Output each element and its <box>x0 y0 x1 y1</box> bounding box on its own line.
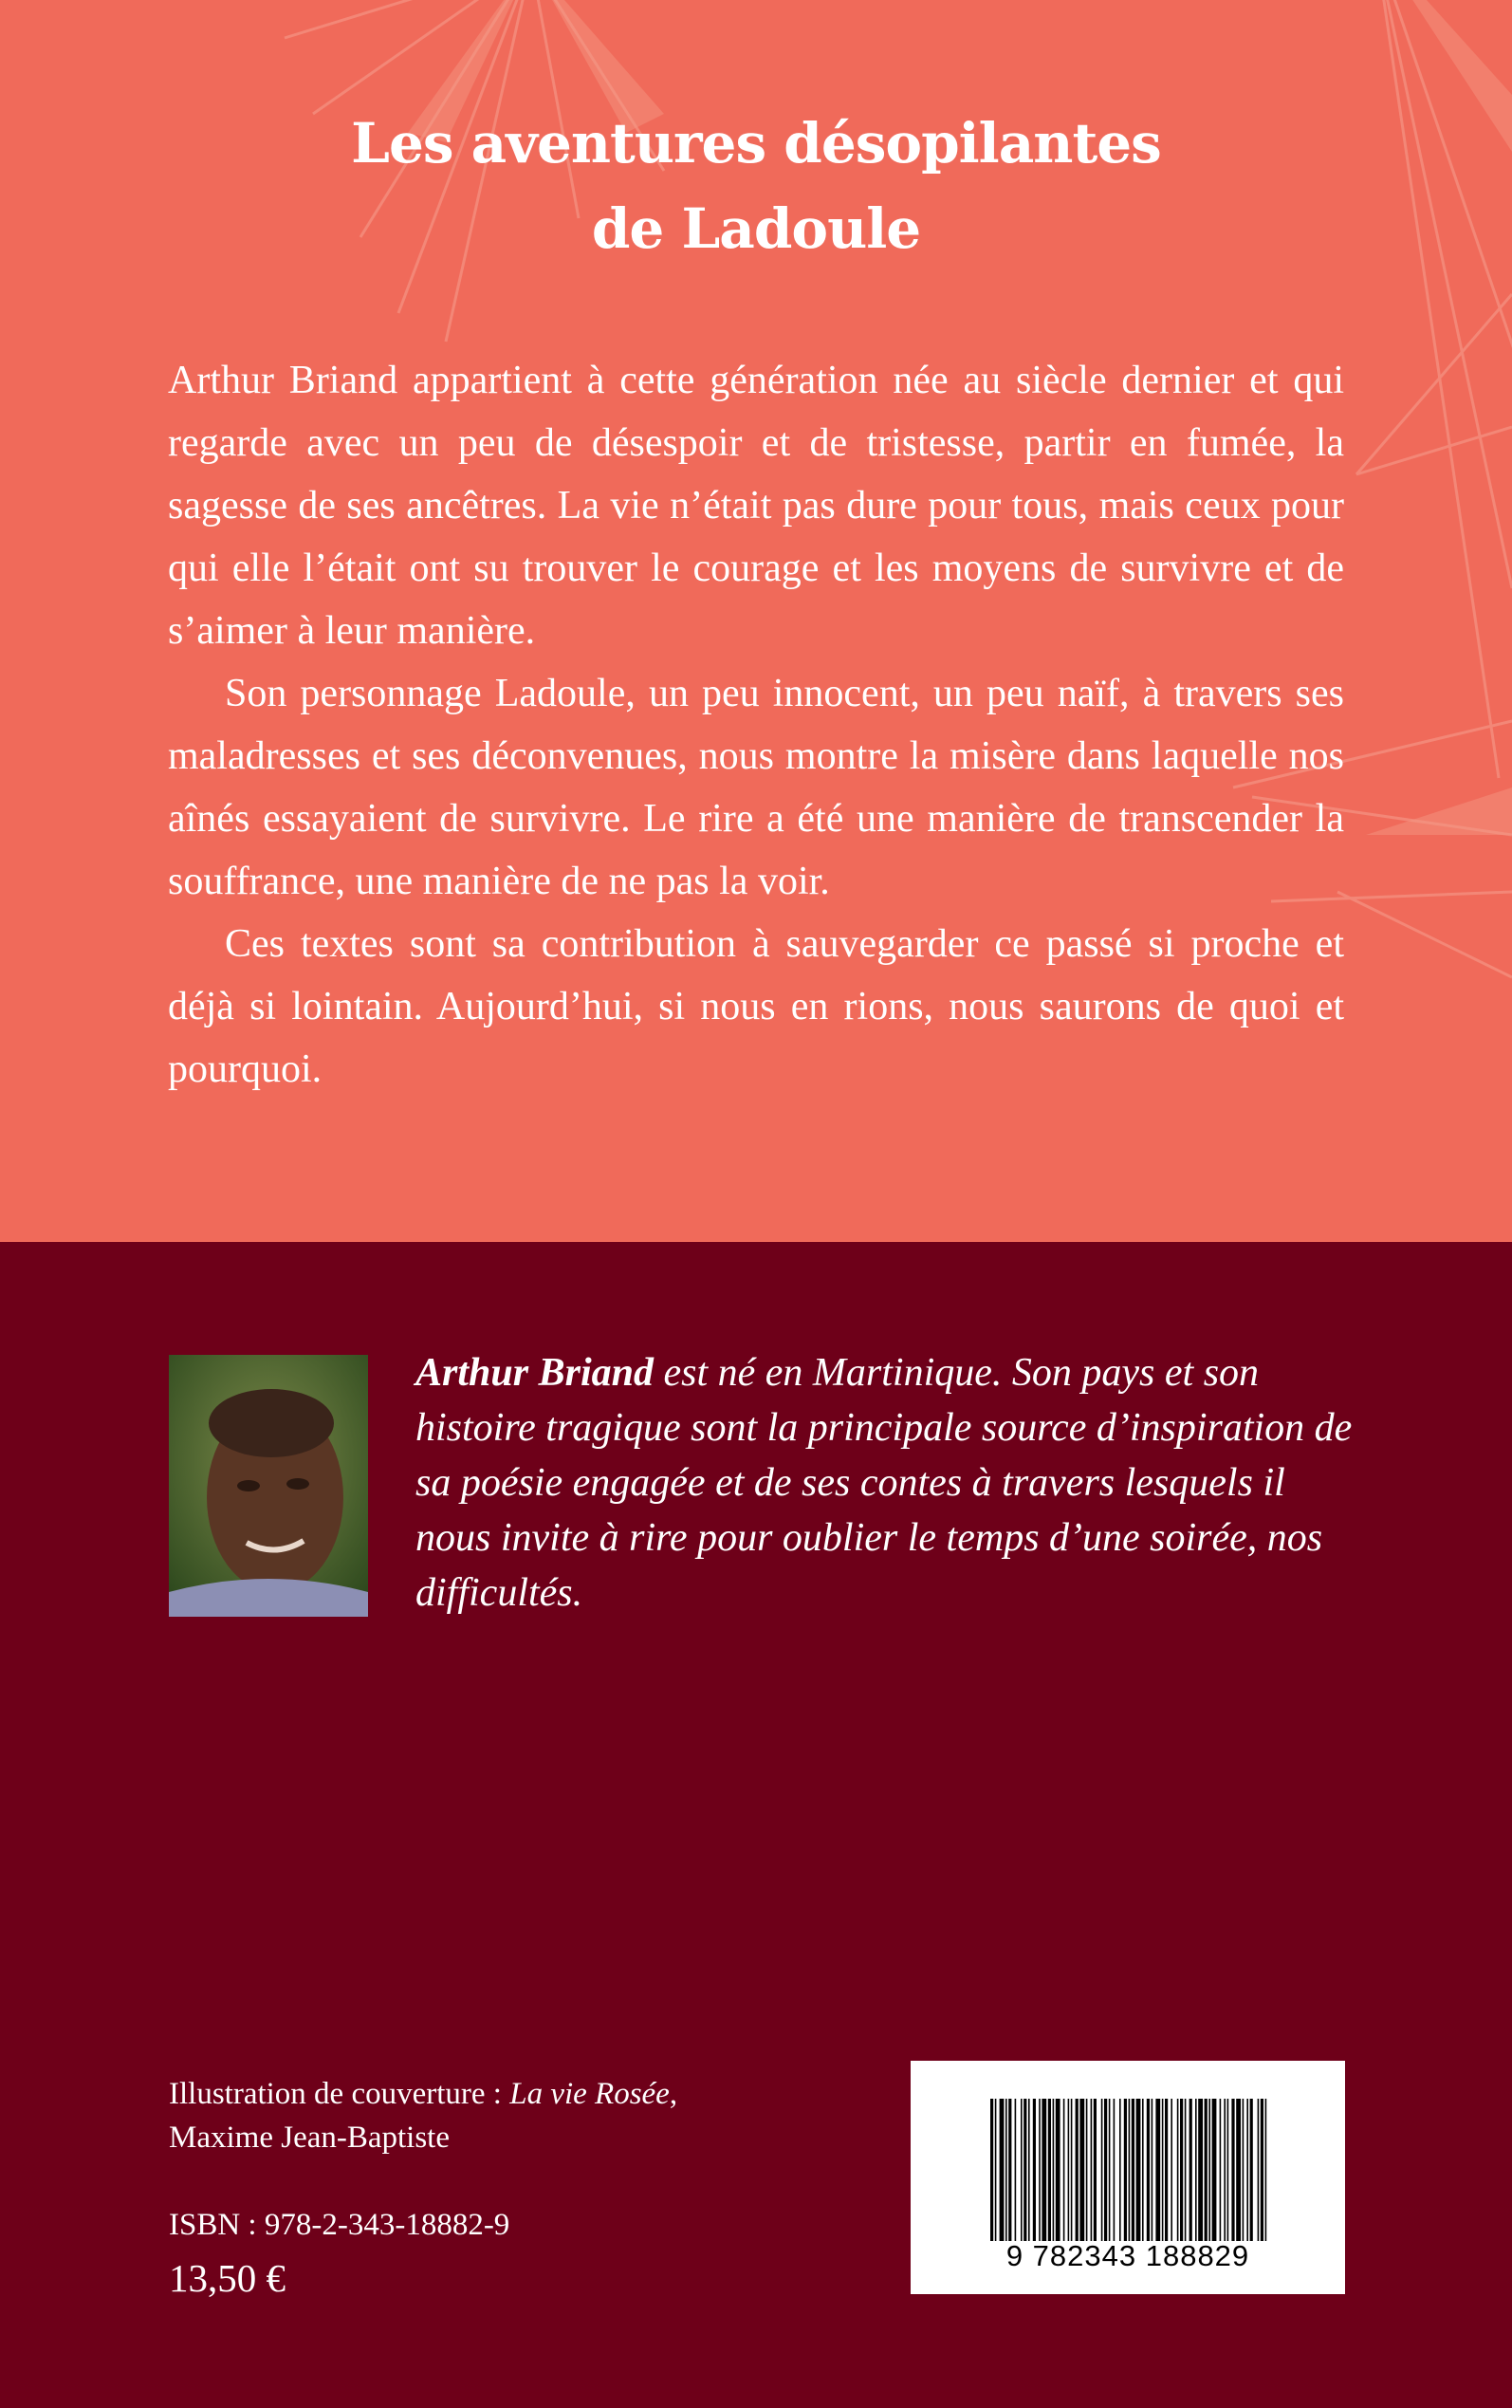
barcode-bar <box>1086 2099 1088 2241</box>
barcode-bar <box>1250 2099 1253 2241</box>
book-title-line-2: de Ladoule <box>591 196 921 261</box>
barcode-bar <box>1236 2099 1241 2241</box>
barcode-bar <box>1155 2099 1160 2241</box>
barcode-bar <box>1220 2099 1222 2241</box>
author-photo <box>169 1355 368 1617</box>
barcode-bar <box>1198 2099 1203 2241</box>
barcode-bar <box>1005 2099 1007 2241</box>
barcode-bar <box>1119 2099 1121 2241</box>
barcode-bar <box>1071 2099 1073 2241</box>
barcode-bar <box>1142 2099 1144 2241</box>
barcode-bar <box>1079 2099 1084 2241</box>
barcode-bar <box>1258 2099 1260 2241</box>
barcode-bar <box>1104 2099 1107 2241</box>
illustration-credits <box>169 2072 833 2159</box>
barcode-bar <box>1180 2099 1183 2241</box>
barcode-bar <box>1048 2099 1051 2241</box>
barcode-bar <box>1231 2099 1234 2241</box>
barcode-bar <box>1028 2099 1030 2241</box>
barcode-bar <box>1056 2099 1060 2241</box>
barcode-bar <box>1033 2099 1036 2241</box>
barcode-bar <box>1094 2099 1097 2241</box>
barcode-bar <box>1124 2099 1127 2241</box>
illustration-prefix: Illustration de couverture : <box>169 2077 510 2111</box>
barcode-bar <box>1039 2099 1041 2241</box>
barcode-bar <box>1147 2099 1150 2241</box>
barcode-bar <box>1000 2099 1005 2241</box>
barcode-bar <box>1101 2099 1103 2241</box>
barcode-bar <box>1091 2099 1093 2241</box>
barcode-bar <box>1261 2099 1263 2241</box>
barcode-bar <box>1165 2099 1168 2241</box>
barcode-bar <box>1246 2099 1248 2241</box>
author-bio-text: est né en Martinique. Son pays et son histoire tragique sont la principale source d’inspiration de sa poésie engagée et de ses contes à travers lesquels il nous invite à rire pour oublier le temps d’une soirée, nos difficultés. <box>415 1351 1353 1615</box>
barcode-bar <box>1227 2099 1229 2241</box>
author-bio <box>415 1345 1355 1621</box>
barcode-bar <box>1042 2099 1046 2241</box>
barcode-bar <box>1015 2099 1017 2241</box>
barcode-bar <box>1212 2099 1217 2241</box>
blurb-paragraph-2: Son personnage Ladoule, un peu innocent, un peu naïf, à travers ses maladresses et ses déconvenues, nous montre la misère dans laquelle nos aînés essayaient de survivre. Le rire a été une manière de transcender la souffrance, une manière de ne pas la voir. <box>168 672 1344 903</box>
illustrator-name: Maxime Jean-Baptiste <box>169 2121 451 2155</box>
barcode-bar <box>1109 2099 1111 2241</box>
illustration-suffix: , <box>669 2077 678 2111</box>
blurb-paragraph-3: Ces textes sont sa contribution à sauvegarder ce passé si proche et déjà si lointain. Aujourd’hui, si nous en rions, nous saurons de quoi et pourquoi. <box>168 922 1344 1091</box>
barcode-bar <box>1152 2099 1153 2241</box>
barcode-bar <box>1021 2099 1023 2241</box>
author-name: Arthur Briand <box>415 1351 654 1395</box>
barcode-bar <box>1185 2099 1187 2241</box>
price: 13,50 € <box>169 2256 286 2300</box>
barcode-bar <box>1053 2099 1055 2241</box>
barcode-bar <box>1008 2099 1011 2241</box>
barcode-bar <box>1132 2099 1134 2241</box>
barcode-bar <box>1189 2099 1192 2241</box>
illustration-title: La vie Rosée <box>509 2077 670 2111</box>
barcode-bar <box>1243 2099 1245 2241</box>
barcode <box>911 2061 1345 2294</box>
barcode-bar <box>1208 2099 1210 2241</box>
blurb-paragraph-1: Arthur Briand appartient à cette génération née au siècle dernier et qui regarde avec un peu de désespoir et de tristesse, partir en fumée, la sagesse de ses ancêtres. La vie n’était pas dure pour tous, mais ceux pour qui elle l’était ont su trouver le courage et les moyens de survivre et de s’aimer à leur manière. <box>168 359 1344 653</box>
barcode-bar <box>995 2099 997 2241</box>
barcode-bar <box>1076 2099 1079 2241</box>
barcode-bar <box>990 2099 993 2241</box>
barcode-bar <box>1129 2099 1131 2241</box>
barcode-bar <box>1114 2099 1116 2241</box>
barcode-bars <box>988 2099 1269 2241</box>
isbn: ISBN : 978-2-343-18882-9 <box>169 2208 510 2242</box>
barcode-bar <box>1171 2099 1172 2241</box>
back-cover-blurb <box>168 349 1344 1101</box>
barcode-bar <box>1136 2099 1141 2241</box>
barcode-bar <box>1224 2099 1226 2241</box>
barcode-bar <box>1068 2099 1070 2241</box>
barcode-bar <box>1063 2099 1065 2241</box>
book-title-line-1: Les aventures désopilantes <box>351 111 1161 176</box>
barcode-digits: 9 782343 188829 <box>1005 2239 1250 2272</box>
barcode-bar <box>1205 2099 1208 2241</box>
barcode-bar <box>1265 2099 1267 2241</box>
barcode-bar <box>1195 2099 1197 2241</box>
barcode-bar <box>1023 2099 1026 2241</box>
barcode-bar <box>1162 2099 1164 2241</box>
barcode-bar <box>1177 2099 1179 2241</box>
